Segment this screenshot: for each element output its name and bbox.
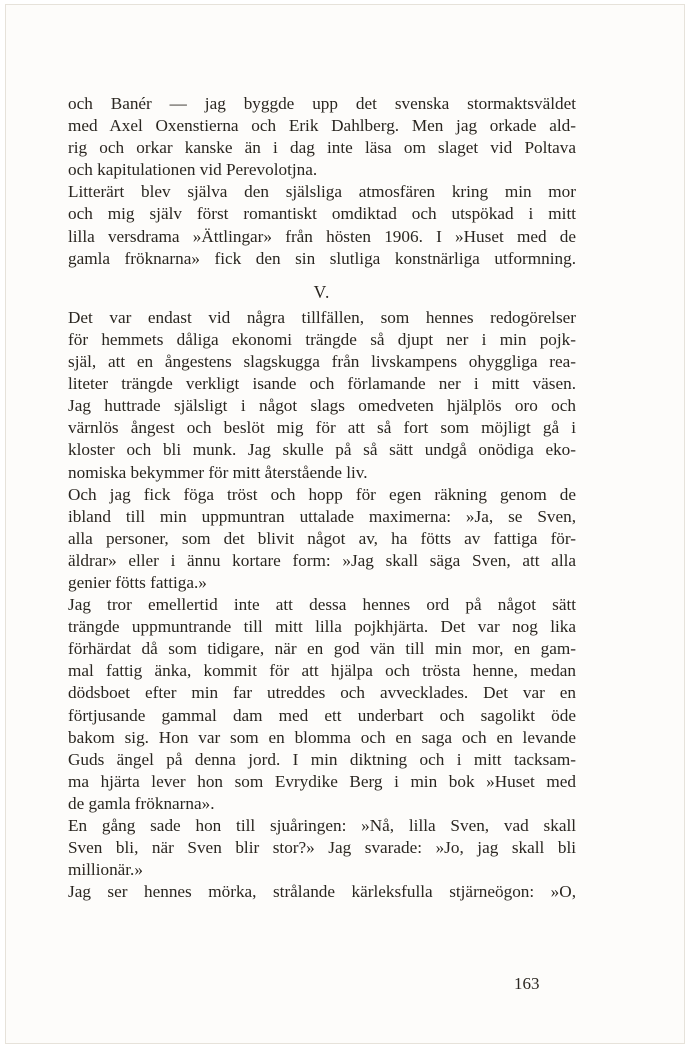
- text-line: Guds ängel på denna jord. I min diktning och i mitt tacksam-: [68, 749, 576, 769]
- section-heading: V.: [313, 281, 331, 302]
- text-line: värnlös ångest och beslöt mig för att så fort som möjligt gå i: [68, 418, 576, 438]
- paragraph-7: [68, 881, 576, 903]
- text-line: och Banér — jag byggde upp det svenska stormaktsväldet: [68, 94, 576, 113]
- text-line: Jag ser hennes mörka, strålande kärleksfulla stjärneögon: »O,: [68, 882, 576, 902]
- text-line: millionär.»: [68, 860, 143, 880]
- text-line: gamla fröknarna» fick den sin slutliga konstnärliga utformning.: [68, 248, 576, 268]
- text-line: ma hjärta lever hon som Evrydike Berg i min bok »Huset med: [68, 771, 576, 791]
- paragraph-2: [68, 181, 576, 269]
- paragraph-3: [68, 307, 576, 484]
- text-line: dödsboet efter min far utreddes och avvecklades. Det var en: [68, 683, 576, 703]
- paragraph-1: [68, 93, 576, 181]
- text-line: äldrar» eller i ännu kortare form: »Jag skall säga Sven, att alla: [68, 550, 576, 570]
- paragraph-6: [68, 815, 576, 881]
- text-line: rig och orkar kanske än i dag inte läsa om slaget vid Poltava: [68, 138, 576, 158]
- text-line: själ, att en ångestens slagskugga från livskampens ohyggliga rea-: [68, 352, 576, 372]
- book-page: [5, 4, 685, 1044]
- text-line: En gång sade hon till sjuåringen: »Nå, lilla Sven, vad skall: [68, 816, 576, 835]
- text-line: alla personer, som det blivit något av, ha fötts av fattiga för-: [68, 528, 576, 548]
- text-line: och mig själv först romantiskt omdiktad och utspökad i mitt: [68, 204, 576, 224]
- text-line: trängde uppmuntrande till mitt lilla pojkhjärta. Det var nog lika: [68, 617, 576, 637]
- text-line: Sven bli, när Sven blir stor?» Jag svarade: »Jo, jag skall bli: [68, 838, 576, 858]
- text-line: Det var endast vid några tillfällen, som hennes redogörelser: [68, 307, 576, 327]
- text-line: liteter trängde verkligt isande och förlamande ner i mitt väsen.: [68, 374, 576, 394]
- text-line: mal fattig änka, kommit för att hjälpa och trösta henne, medan: [68, 661, 576, 681]
- text-line: ibland till min uppmuntran uttalade maximerna: »Ja, se Sven,: [68, 506, 576, 526]
- text-line: nomiska bekymmer för mitt återstående liv.: [68, 462, 368, 482]
- text-line: lilla versdrama »Ättlingar» från hösten 1906. I »Huset med de: [68, 226, 576, 246]
- paragraph-5: [68, 594, 576, 815]
- text-line: och kapitulationen vid Perevolotjna.: [68, 160, 318, 180]
- body-text: [68, 93, 576, 903]
- paragraph-4: [68, 484, 576, 594]
- text-line: Jag huttrade själsligt i något slags omedveten hjälplös oro och: [68, 396, 576, 416]
- text-line: med Axel Oxenstierna och Erik Dahlberg. Men jag orkade ald-: [68, 116, 576, 136]
- text-line: Litterärt blev själva den själsliga atmosfären kring min mor: [68, 182, 576, 202]
- text-line: bakom sig. Hon var som en blomma och en saga och en levande: [68, 727, 576, 747]
- text-line: de gamla fröknarna».: [68, 793, 215, 813]
- text-line: kloster och bli munk. Jag skulle på så sätt undgå onödiga eko-: [68, 440, 576, 460]
- text-line: Jag tror emellertid inte att dessa hennes ord på något sätt: [68, 595, 576, 615]
- text-line: för hemmets dåliga ekonomi trängde så djupt ner i min pojk-: [68, 329, 576, 349]
- text-line: förtjusande gammal dam med ett underbart och sagolikt öde: [68, 705, 576, 725]
- text-line: genier fötts fattiga.»: [68, 572, 207, 592]
- text-line: Och jag fick föga tröst och hopp för egen räkning genom de: [68, 484, 576, 504]
- page-number: 163: [514, 974, 540, 993]
- text-line: förhärdat då som tidigare, när en god vän till min mor, en gam-: [68, 639, 576, 659]
